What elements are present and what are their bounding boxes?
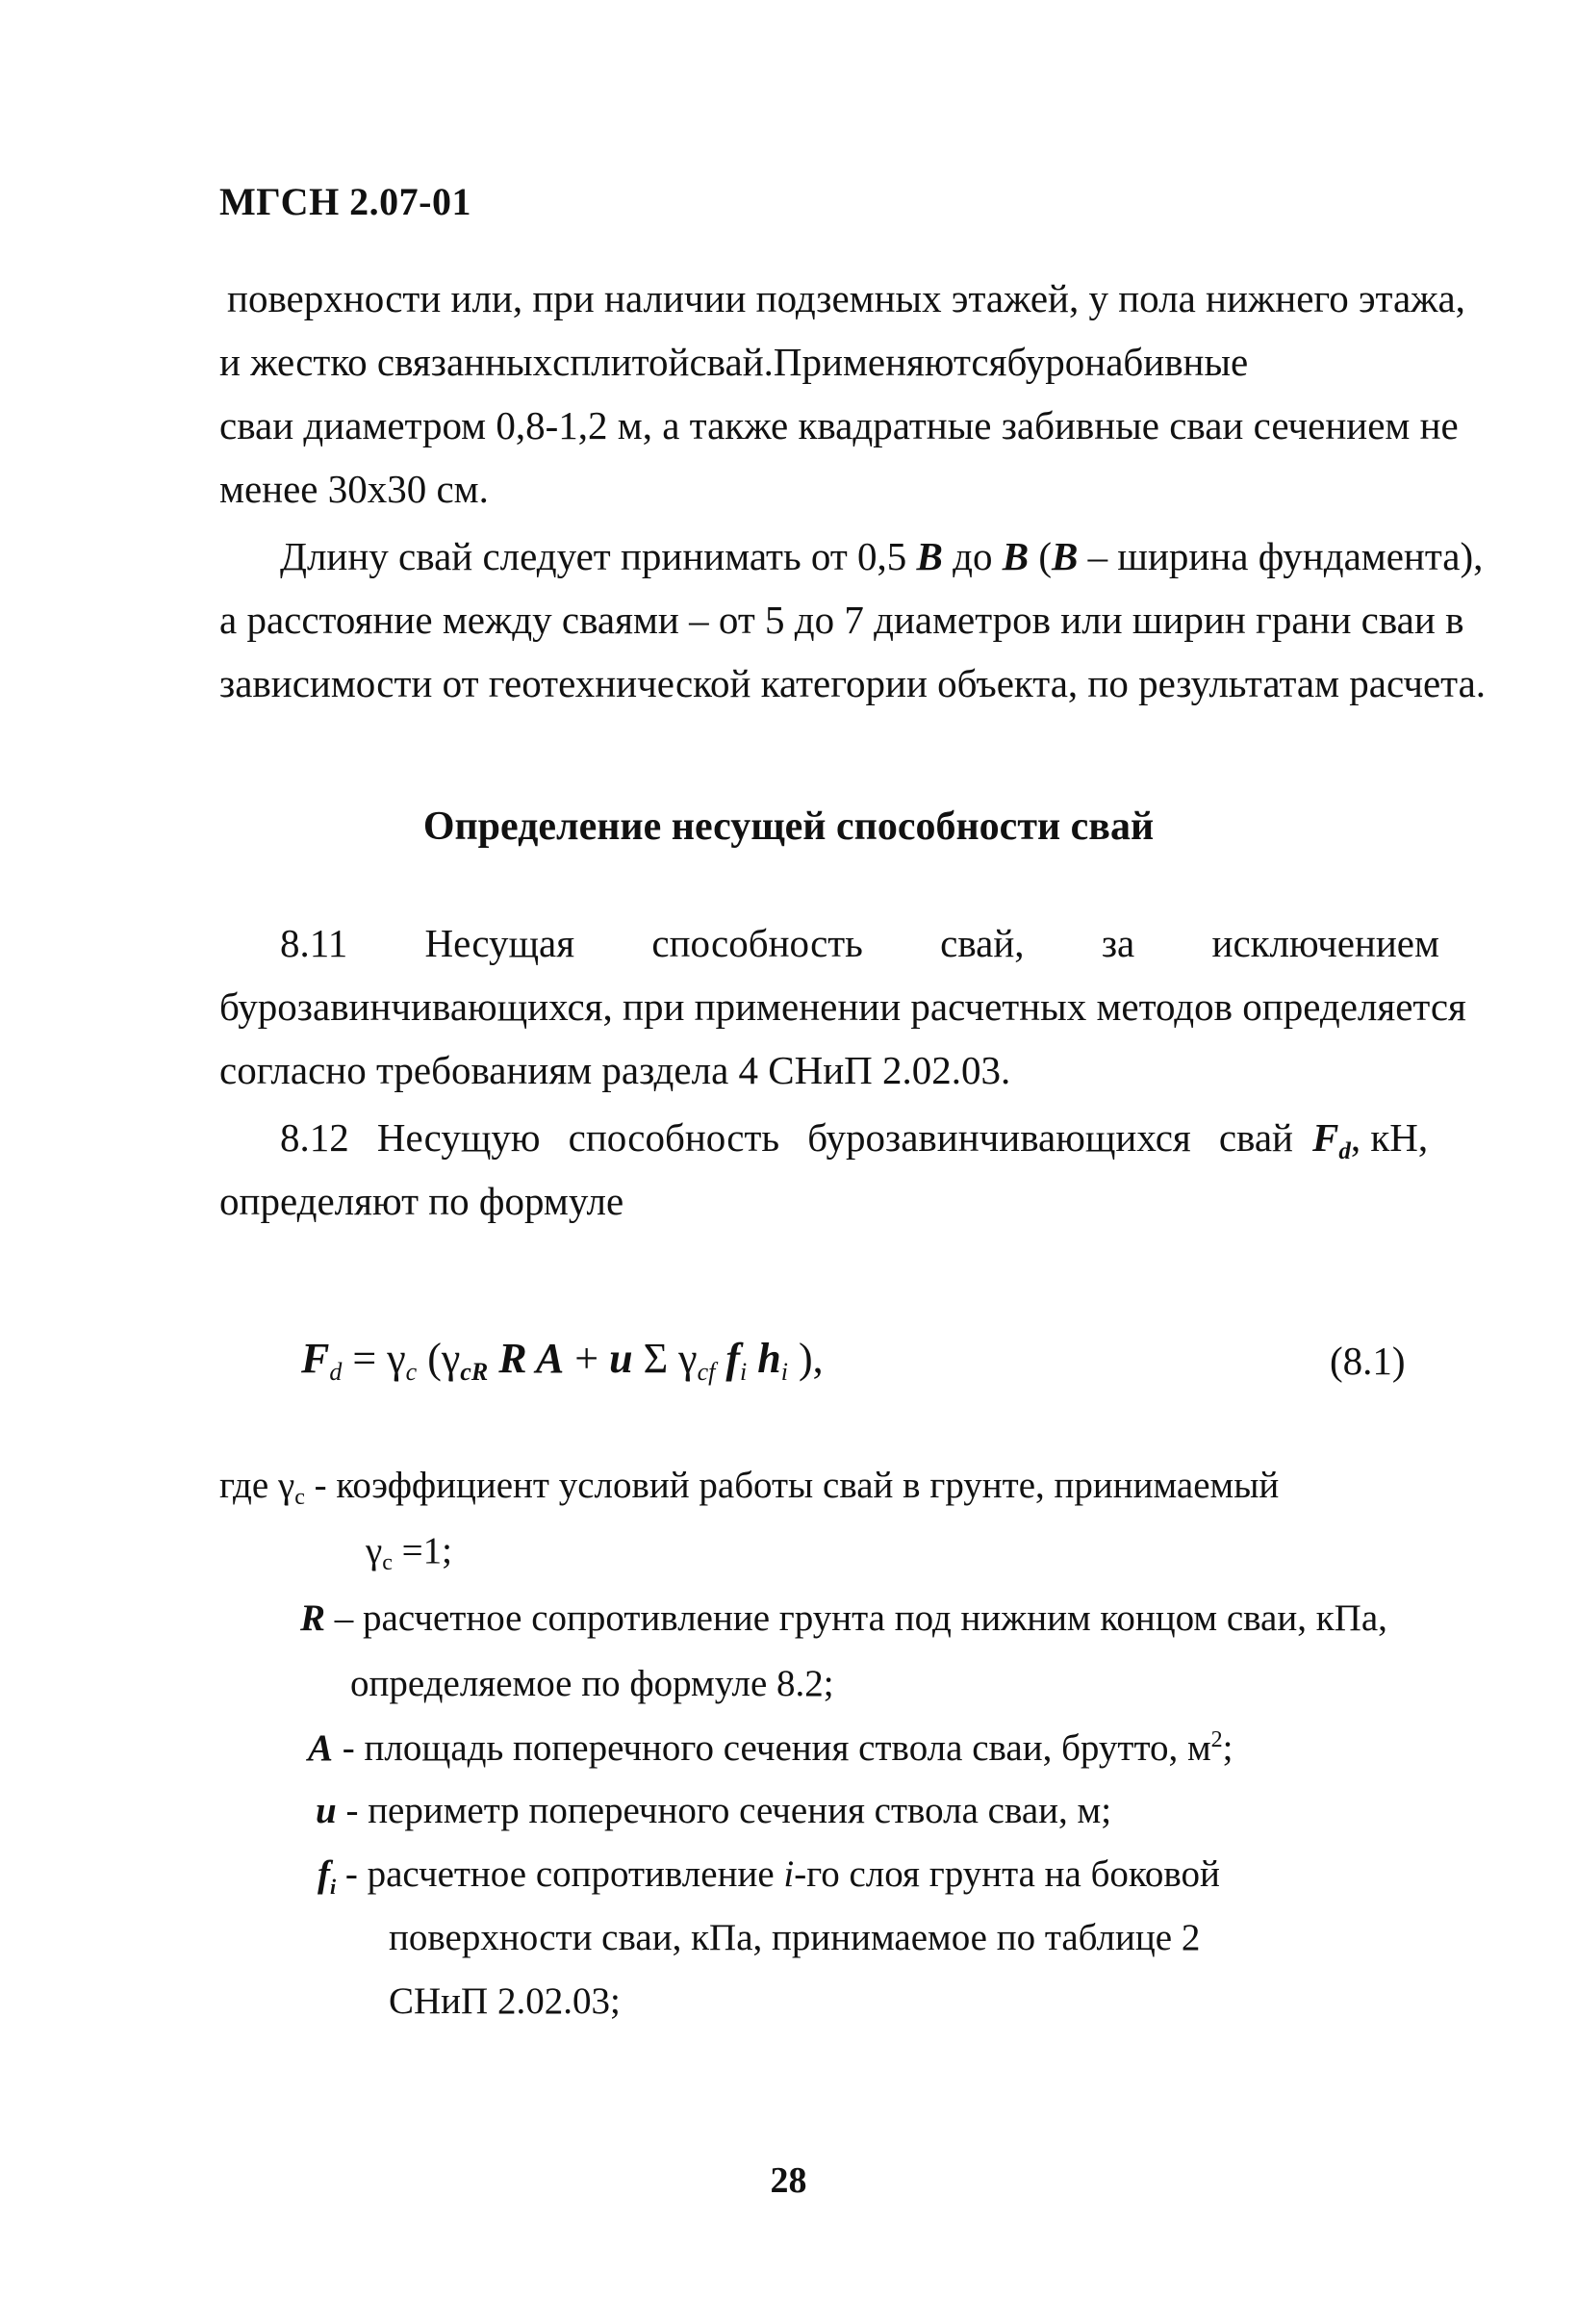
p812-line2: определяют по формуле xyxy=(219,1179,624,1223)
text: до xyxy=(942,534,1003,578)
symbol-B: B xyxy=(916,534,943,578)
word: и жестко связанных xyxy=(219,340,553,384)
word: свай. xyxy=(689,340,774,384)
symbol-f: $f_i$ xyxy=(318,1853,337,1899)
p812-line1 xyxy=(280,1115,1293,1160)
symbol-u: u xyxy=(316,1790,337,1831)
para2-line3: зависимости от геотехнической категории объекта, по результатам расчета. xyxy=(219,661,1487,705)
word: свай, xyxy=(940,921,1025,965)
symbol-B: B xyxy=(1052,534,1079,578)
where-f-cont1: поверхности сваи, кПа, принимаемое по таблице 2 xyxy=(389,1917,1201,1958)
word: плитой xyxy=(570,340,690,384)
symbol-R: R xyxy=(300,1597,326,1639)
para1-line2 xyxy=(219,340,1249,384)
text: ( xyxy=(1029,534,1053,578)
word: 8.12 xyxy=(280,1115,349,1160)
text: – ширина фундамента), xyxy=(1078,534,1484,578)
definition: - расчетное сопротивление xyxy=(336,1853,784,1895)
formula-8-1: $F_d = \gamma_c$ ($\gamma_{cR}$ R A + u Σ $\gamma_{cf}$ $f_i$ $h_i$ ), xyxy=(301,1335,824,1386)
document-header: МГСН 2.07-01 xyxy=(219,180,471,223)
where-f-cont2: СНиП 2.02.03; xyxy=(389,1980,621,2022)
para2-line1 xyxy=(280,534,1484,578)
where-A: A - площадь поперечного сечения ствола сваи, брутто, $м^2$; xyxy=(308,1727,1234,1769)
symbol-F: $F_d$ xyxy=(1312,1115,1351,1164)
word: бурозавинчивающихся xyxy=(807,1115,1191,1160)
symbol-gamma-c: $\gamma_c$ xyxy=(277,1465,305,1510)
where-gamma-c-value: $\gamma_c =1$; xyxy=(366,1530,452,1575)
word: свай xyxy=(1218,1115,1293,1160)
where-R-cont: определяемое по формуле 8.2; xyxy=(350,1663,834,1704)
word: Применяются xyxy=(773,340,1007,384)
text: Длину свай следует принимать от 0,5 xyxy=(280,534,917,578)
p811-line1 xyxy=(280,921,1439,965)
word: 8.11 xyxy=(280,921,348,965)
para1-line3: сваи диаметром 0,8-1,2 м, а также квадратные забивные сваи сечением не xyxy=(219,403,1459,447)
word: буронабивные xyxy=(1006,340,1249,384)
p811-line2: бурозавинчивающихся, при применении расчетных методов определяется xyxy=(219,984,1466,1029)
word: способность xyxy=(651,921,863,965)
definition: - площадь поперечного сечения ствола сваи, брутто, м xyxy=(333,1727,1211,1769)
word: за xyxy=(1101,921,1135,965)
definition: – расчетное сопротивление грунта под нижним концом сваи, кПа, xyxy=(325,1597,1387,1639)
word: с xyxy=(552,340,571,384)
p811-line3: согласно требованиям раздела 4 СНиП 2.02.03. xyxy=(219,1048,1011,1092)
where-u xyxy=(316,1792,1111,1829)
word: Несущая xyxy=(424,921,575,965)
symbol-A: A xyxy=(308,1727,334,1769)
para2-line2: а расстояние между сваями – от 5 до 7 диаметров или ширин грани сваи в xyxy=(219,598,1464,642)
where-gamma-c xyxy=(219,1467,1279,1509)
definition: - коэффициент условий работы свай в грунте, принимаемый xyxy=(304,1465,1280,1506)
section-heading: Определение несущей способности свай xyxy=(422,804,1155,849)
where-R xyxy=(300,1599,1387,1637)
where-intro: где xyxy=(219,1465,269,1506)
unit-text: , кН, xyxy=(1350,1115,1429,1160)
para1-line1: поверхности или, при наличии подземных этажей, у пола нижнего этажа, xyxy=(227,276,1465,320)
word: исключением xyxy=(1211,921,1439,965)
where-f: $f_i$ - расчетное сопротивление i-го слоя грунта на боковой xyxy=(318,1853,1220,1899)
word: способность xyxy=(568,1115,780,1160)
p812-symbol-unit xyxy=(1312,1115,1429,1164)
page-number: 28 xyxy=(770,2160,807,2201)
word: Несущую xyxy=(376,1115,541,1160)
formula-number: (8.1) xyxy=(1330,1339,1406,1383)
symbol-B: B xyxy=(1002,534,1030,578)
para1-line4: менее 30х30 см. xyxy=(219,467,489,511)
definition: - периметр поперечного сечения ствола сваи, м; xyxy=(336,1790,1112,1831)
